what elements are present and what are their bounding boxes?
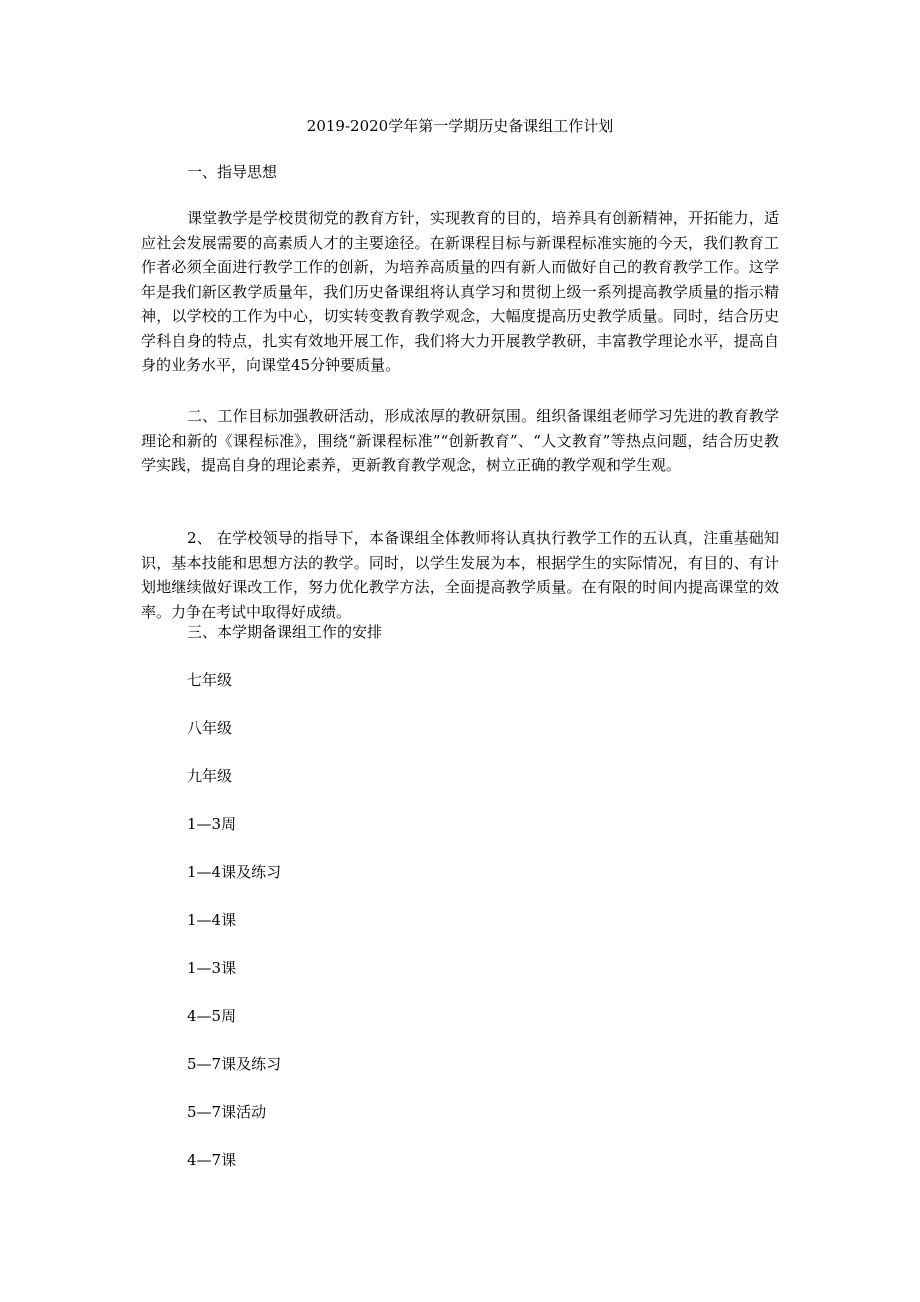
schedule-item: 4—5周 [187, 1007, 237, 1025]
schedule-item: 九年级 [187, 767, 233, 785]
paragraph-guiding-ideology: 课堂教学是学校贯彻党的教育方针，实现教育的目的，培养具有创新精神，开拓能力，适应社会发展需要的高素质人才的主要途径。在新课程目标与新课程标准实施的今天，我们教育工作者必须全面进行教学工作的创新，为培养高质量的四有新人而做好自己的教育教学工作。这学年是我们新区教学质量年，我们历史备课组将认真学习和贯彻上级一系列提高教学质量的指示精神，以学校的工作为中心，切实转变教育教学观念，大幅度提高历史教学质量。同时，结合历史学科自身的特点，扎实有效地开展工作，我们将大力开展教学教研，丰富教学理论水平，提高自身的业务水平，向课堂45分钟要质量。 [141, 209, 779, 374]
section-heading-arrangement: 三、本学期备课组工作的安排 [187, 623, 383, 641]
document-title: 2019-2020学年第一学期历史备课组工作计划 [306, 117, 614, 135]
schedule-item: 5—7课活动 [187, 1103, 267, 1121]
schedule-item: 5—7课及练习 [187, 1055, 282, 1073]
paragraph-leadership-guidance: 2、 在学校领导的指导下，本备课组全体教师将认真执行教学工作的五认真，注重基础知识，基本技能和思想方法的教学。同时，以学生发展为本，根据学生的实际情况，有目的、有计划地继续做好课改工作，努力优化教学方法，全面提高教学质量。在有限的时间内提高课堂的效率。力争在考试中取得好成绩。 [141, 529, 779, 621]
schedule-item: 1—4课 [187, 911, 237, 929]
schedule-item: 4—7课 [187, 1151, 237, 1169]
schedule-item: 1—3周 [187, 815, 237, 833]
schedule-item: 八年级 [187, 719, 233, 737]
schedule-item: 1—3课 [187, 959, 237, 977]
section-heading-guiding-ideology: 一、指导思想 [187, 163, 278, 181]
schedule-item: 七年级 [187, 671, 233, 689]
schedule-item: 1—4课及练习 [187, 863, 282, 881]
paragraph-work-goals: 二、工作目标加强教研活动，形成浓厚的教研氛围。组织备课组老师学习先进的教育教学理论和新的《课程标准》，围绕“新课程标准”“创新教育”、“人文教育”等热点问题，结合历史教学实践，提高自身的理论素养，更新教育教学观念，树立正确的教学观和学生观。 [141, 407, 779, 474]
